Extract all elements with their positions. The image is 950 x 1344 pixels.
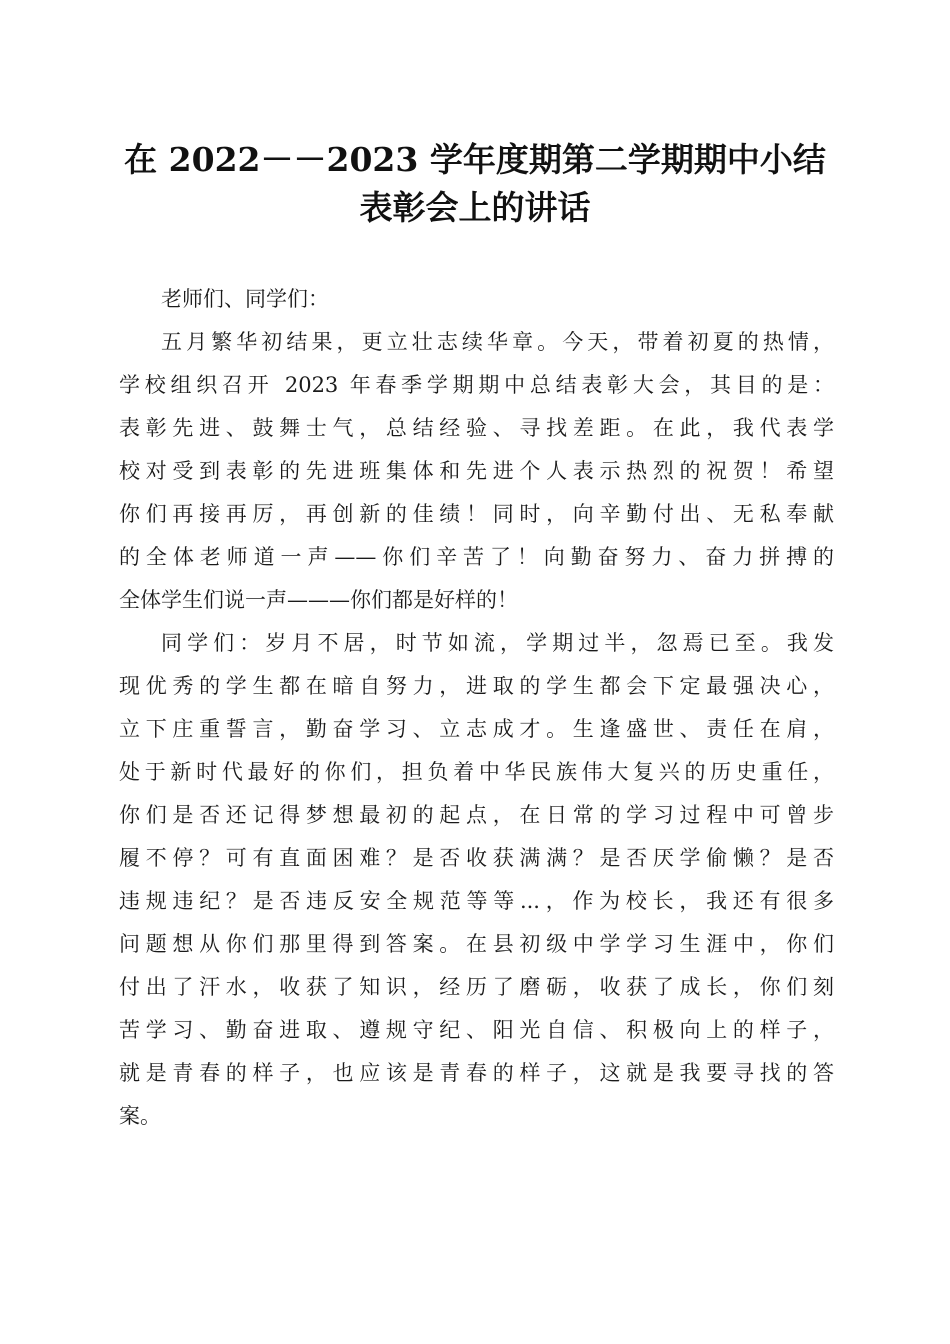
paragraph-line: 付出了汗水，收获了知识，经历了磨砺，收获了成长，你们刻 xyxy=(119,975,834,999)
paragraph-line: 苦学习、勤奋进取、遵规守纪、阳光自信、积极向上的样子， xyxy=(119,1018,834,1042)
document-title xyxy=(100,136,850,232)
paragraph-line: 问题想从你们那里得到答案。在县初级中学学习生涯中，你们 xyxy=(119,932,834,956)
paragraph-line: 学校组织召开 2023 年春季学期期中总结表彰大会，其目的是： xyxy=(119,373,834,397)
paragraph-line: 的全体老师道一声——你们辛苦了！向勤奋努力、奋力拼搏的 xyxy=(119,545,834,569)
title-line-1: 在 2022－－2023 学年度期第二学期期中小结 xyxy=(124,140,826,179)
paragraph-line: 你们是否还记得梦想最初的起点，在日常的学习过程中可曾步 xyxy=(119,803,834,827)
paragraph-line: 履不停？可有直面困难？是否收获满满？是否厌学偷懒？是否 xyxy=(119,846,834,870)
salutation: 老师们、同学们： xyxy=(161,287,329,311)
paragraph-line: 校对受到表彰的先进班集体和先进个人表示热烈的祝贺！希望 xyxy=(119,459,834,483)
paragraph-line: 就是青春的样子，也应该是青春的样子，这就是我要寻找的答 xyxy=(119,1061,834,1085)
paragraph-line: 处于新时代最好的你们，担负着中华民族伟大复兴的历史重任， xyxy=(119,760,834,784)
title-line-2: 表彰会上的讲话 xyxy=(359,188,591,227)
paragraph-line: 五月繁华初结果，更立壮志续华章。今天，带着初夏的热情， xyxy=(161,330,834,354)
paragraph-1 xyxy=(119,321,834,622)
paragraph-line: 表彰先进、鼓舞士气，总结经验、寻找差距。在此，我代表学 xyxy=(119,416,834,440)
paragraph-line: 违规违纪？是否违反安全规范等等...，作为校长，我还有很多 xyxy=(119,889,834,913)
paragraph-line: 全体学生们说一声———你们都是好样的！ xyxy=(119,588,518,612)
paragraph-2 xyxy=(119,622,834,1138)
paragraph-line: 你们再接再厉，再创新的佳绩！同时，向辛勤付出、无私奉献 xyxy=(119,502,834,526)
paragraph-line: 同学们：岁月不居，时节如流，学期过半，忽焉已至。我发 xyxy=(161,631,834,655)
paragraph-line: 案。 xyxy=(119,1104,161,1128)
document-body xyxy=(119,278,834,1138)
paragraph-line: 现优秀的学生都在暗自努力，进取的学生都会下定最强决心， xyxy=(119,674,834,698)
paragraph-line: 立下庄重誓言，勤奋学习、立志成才。生逢盛世、责任在肩， xyxy=(119,717,834,741)
